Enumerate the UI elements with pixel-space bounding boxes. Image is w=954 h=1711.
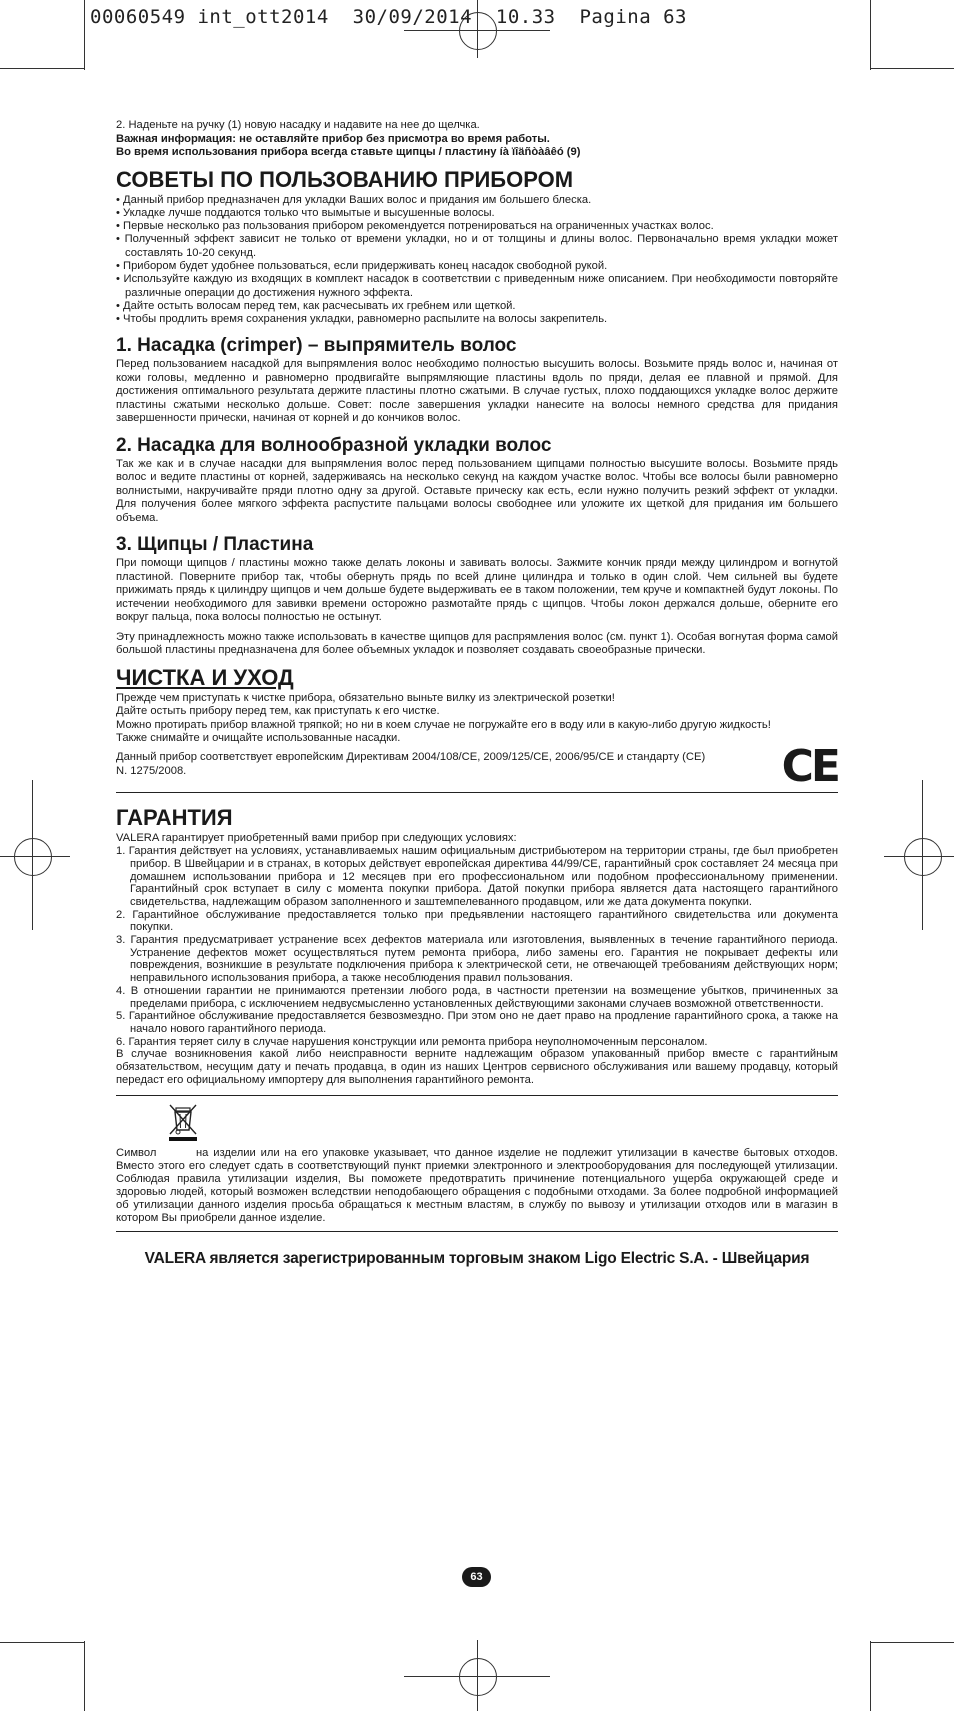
wave-heading: 2. Насадка для волнообразной укладки волос xyxy=(116,434,552,456)
ce-mark-icon: CE xyxy=(781,741,838,793)
tongs-heading: 3. Щипцы / Пластина xyxy=(116,534,314,556)
tongs-text-extra: Эту принадлежность можно также использовать в качестве щипцов для распрямления волос (см. пункт 1). Особая вогнутая форма самой большой пластины предназначена для более объемных укладок и позволяет создавать своеобразные прически. xyxy=(116,630,838,657)
warranty-intro: VALERA гарантирует приобретенный вами прибор при следующих условиях: xyxy=(116,832,517,845)
list-item: • Чтобы продлить время сохранения укладки, равномерно распылите на волосы закрепитель. xyxy=(116,313,838,326)
recycling-text xyxy=(116,1147,838,1225)
section-divider xyxy=(116,1095,838,1096)
list-item: 5. Гарантийное обслуживание предоставляется безвозмездно. При этом оно не дает право на продление гарантийного срока, а также на начало нового гарантийного периода. xyxy=(116,1010,838,1035)
list-item: • Укладке лучше поддаются только что вымытые и высушенные волосы. xyxy=(116,207,838,220)
tips-list xyxy=(116,194,838,327)
page-content xyxy=(116,119,838,1268)
list-item: 6. Гарантия теряет силу в случае нарушения конструкции или ремонта прибора неуполномоченным персоналом. xyxy=(116,1035,708,1048)
print-slug-header: 00060549 int_ott2014 30/09/2014 10.33 Pagina 63 xyxy=(90,6,687,28)
cleaning-heading: ЧИСТКА И УХОД xyxy=(116,664,294,690)
recycling-prefix: Символ xyxy=(116,1147,157,1160)
tips-heading: СОВЕТЫ ПО ПОЛЬЗОВАНИЮ ПРИБОРОМ xyxy=(116,166,574,192)
list-item: • Первые несколько раз пользования прибором рекомендуется потренироваться на ограниченных участках волос. xyxy=(116,220,838,233)
intro-step: 2. Наденьте на ручку (1) новую насадку и надавите на нее до щелчка. xyxy=(116,119,480,131)
list-item: 3. Гарантия предусматривает устранение всех дефектов материала или изготовления, выявленных в течение гарантийного периода. Устранение дефектов может осуществляться путем ремонта прибора, либо замены его. Гарантия не покрывает дефекты или повреждения, возникшие в результате подключения прибора к электрической сети, не отвечающей требованиям действующих норм; неправильного использования прибора, а также несоблюдения правил пользования. xyxy=(116,934,838,985)
tongs-text: При помощи щипцов / пластины можно также делать локоны и завивать волосы. Зажмите кончик пряди между цилиндром и вогнутой пластиной. Поверните прибор так, чтобы обернуть прядь по всей длине цилиндра и только в один слой. Чем сильней вы будете прижимать прядь к цилиндру щипцов и чем дольше будете выдерживать ее в таком положении, тем круче и компактней будут локоны. По истечении необходимого для завивки времени осторожно размотайте прядь с щипцов. Чтобы локон держался дольше, оберните его вокруг пальца, пока волосы полностью не остынут. xyxy=(116,557,838,624)
cleaning-line: Можно протирать прибор влажной тряпкой; но ни в коем случае не погружайте его в воду или в какую-либо другую жидкость! xyxy=(116,718,771,731)
list-item: • Используйте каждую из входящих в комплект насадок в соответствии с приведенным ниже описанием. При необходимости повторяйте различные операции до достижения нужного эффекта. xyxy=(116,273,838,300)
warranty-list xyxy=(116,845,838,1048)
recycling-body: на изделии или на его упаковке указывает, что данное изделие не подлежит утилизации в качестве бытовых отходов. Вместо этого его следует сдать в соответствующий пункт приемки электронного и электрооборудования для последующей утилизации. Соблюдая правила утилизации изделия, Вы поможете предотвратить причинение потенциального ущерба окружающей среде и здоровью людей, который возможен вследствии неподобающего обращения с подобными отходами. За более подробной информацией об утилизации данного изделия просьба обращаться к местным властям, в службу по вывозу и утилизации отходов или в магазин в котором Вы приобрели данное изделие. xyxy=(116,1147,839,1225)
list-item: • Полученный эффект зависит не только от времени укладки, но и от толщины и длины волос. Первоначально время укладки может составлять 10-20 секунд. xyxy=(116,233,838,260)
section-divider xyxy=(116,792,838,793)
crimper-text: Перед пользованием насадкой для выпрямления волос необходимо полностью высушить волосы. Возьмите прядь волос и, начиная от кожи головы, медленно и равномерно продвигайте выпрямляющие пластины вдоль по пряди, делая ее плавной и прямой. Для достижения оптимального результата держите пластины плотно сжатыми. В случае густых, плохо поддающихся укладке волос держите пластины сжатыми несколько дольше. Совет: после завершения укладки нанесите на волосы немного средства для придания завершенности прически, начиная от корней и до кончиков волос. xyxy=(116,358,838,425)
warranty-heading: ГАРАНТИЯ xyxy=(116,805,233,831)
page-number: 63 xyxy=(462,1567,491,1587)
warranty-note: В случае возникновения какой либо неисправности верните надлежащим образом упакованный прибор вместе с гарантийным обязательством, несущим дату и печать продавца, в один из наших Центров сервисного обслуживания или вашему продавцу, который передаст его официальному импортеру для выполнения гарантийного ремонта. xyxy=(116,1048,838,1087)
cleaning-line: Также снимайте и очищайте использованные насадки. xyxy=(116,731,401,744)
intro-block xyxy=(116,119,838,160)
crossed-bin-icon xyxy=(166,1102,200,1142)
intro-warning: Во время использования прибора всегда ставьте щипцы / пластину íà ïîäñòàâêó (9) xyxy=(116,146,581,158)
cleaning-line: Дайте остыть прибору перед тем, как приступать к его чистке. xyxy=(116,705,440,718)
cleaning-block xyxy=(116,692,838,745)
conformity-text: Данный прибор соответствует европейским Директивам 2004/108/CE, 2009/125/CE, 2006/95/CE и стандарту (CE) N. 1275/2008. xyxy=(116,751,706,778)
list-item: 2. Гарантийное обслуживание предоставляется только при предьявлении настоящего гарантийного свидетельства или документа покупки. xyxy=(116,908,838,934)
section-divider xyxy=(116,1231,838,1232)
list-item: 4. В отношении гарантии не принимаются претензии любого рода, в частности претензии на возмещение убытков, причиненных за пределами прибора, с исключением недвусмысленно установленных действующими законами случаев возможной ответственности. xyxy=(116,984,838,1010)
recycling-block xyxy=(116,1102,838,1225)
trademark-footer: VALERA является зарегистрированным торговым знаком Ligo Electric S.A. - Швейцария xyxy=(144,1250,810,1268)
conformity-row xyxy=(116,741,838,793)
wave-text: Так же как и в случае насадки для выпрямления волос перед пользованием щипцами полностью высушите волосы. Возьмите прядь волос и ведите пластины от корней, задерживаясь на несколько секунд на каждом участке волос. Чтобы все волосы были равномерно волнистыми, накручивайте пряди плотно одну за другой. Оставьте прическу как есть, если нужно получить резкий эффект от укладки. Для получения более мягкого эффекта распустите пальцами волосы свободнее или уложите их щеткой для придания им большего объема. xyxy=(116,457,838,524)
list-item: • Данный прибор предназначен для укладки Ваших волос и придания им большего блеска. xyxy=(116,194,838,207)
list-item: 1. Гарантия действует на условиях, устанавливаемых нашим официальным дистрибьютером на территории страны, где был приобретен прибор. В Швейцарии и в странах, в которых действует европейская директива 44/99/CE, гарантийный срок составляет 24 месяца при домашнем использовании прибора и 12 месяцев при его профессиональном или подобном профессиональному применении. Гарантийный срок вступает в силу с момента покупки прибора. Датой покупки прибора является дата настоящего гарантийного свидетельства, надлежащим образом заполненного и заштемпелеванного продавцом, или же дата документа покупки. xyxy=(116,845,838,908)
intro-warning: Важная информация: не оставляйте прибор без присмотра во время работы. xyxy=(116,132,550,145)
crimper-heading: 1. Насадка (crimper) – выпрямитель волос xyxy=(116,335,517,357)
list-item: • Прибором будет удобнее пользоваться, если придерживать конец насадок свободной рукой. xyxy=(116,260,838,273)
cleaning-line: Прежде чем приступать к чистке прибора, обязательно выньте вилку из электрической розетки! xyxy=(116,691,615,704)
list-item: • Дайте остыть волосам перед тем, как расчесывать их гребнем или щеткой. xyxy=(116,300,838,313)
